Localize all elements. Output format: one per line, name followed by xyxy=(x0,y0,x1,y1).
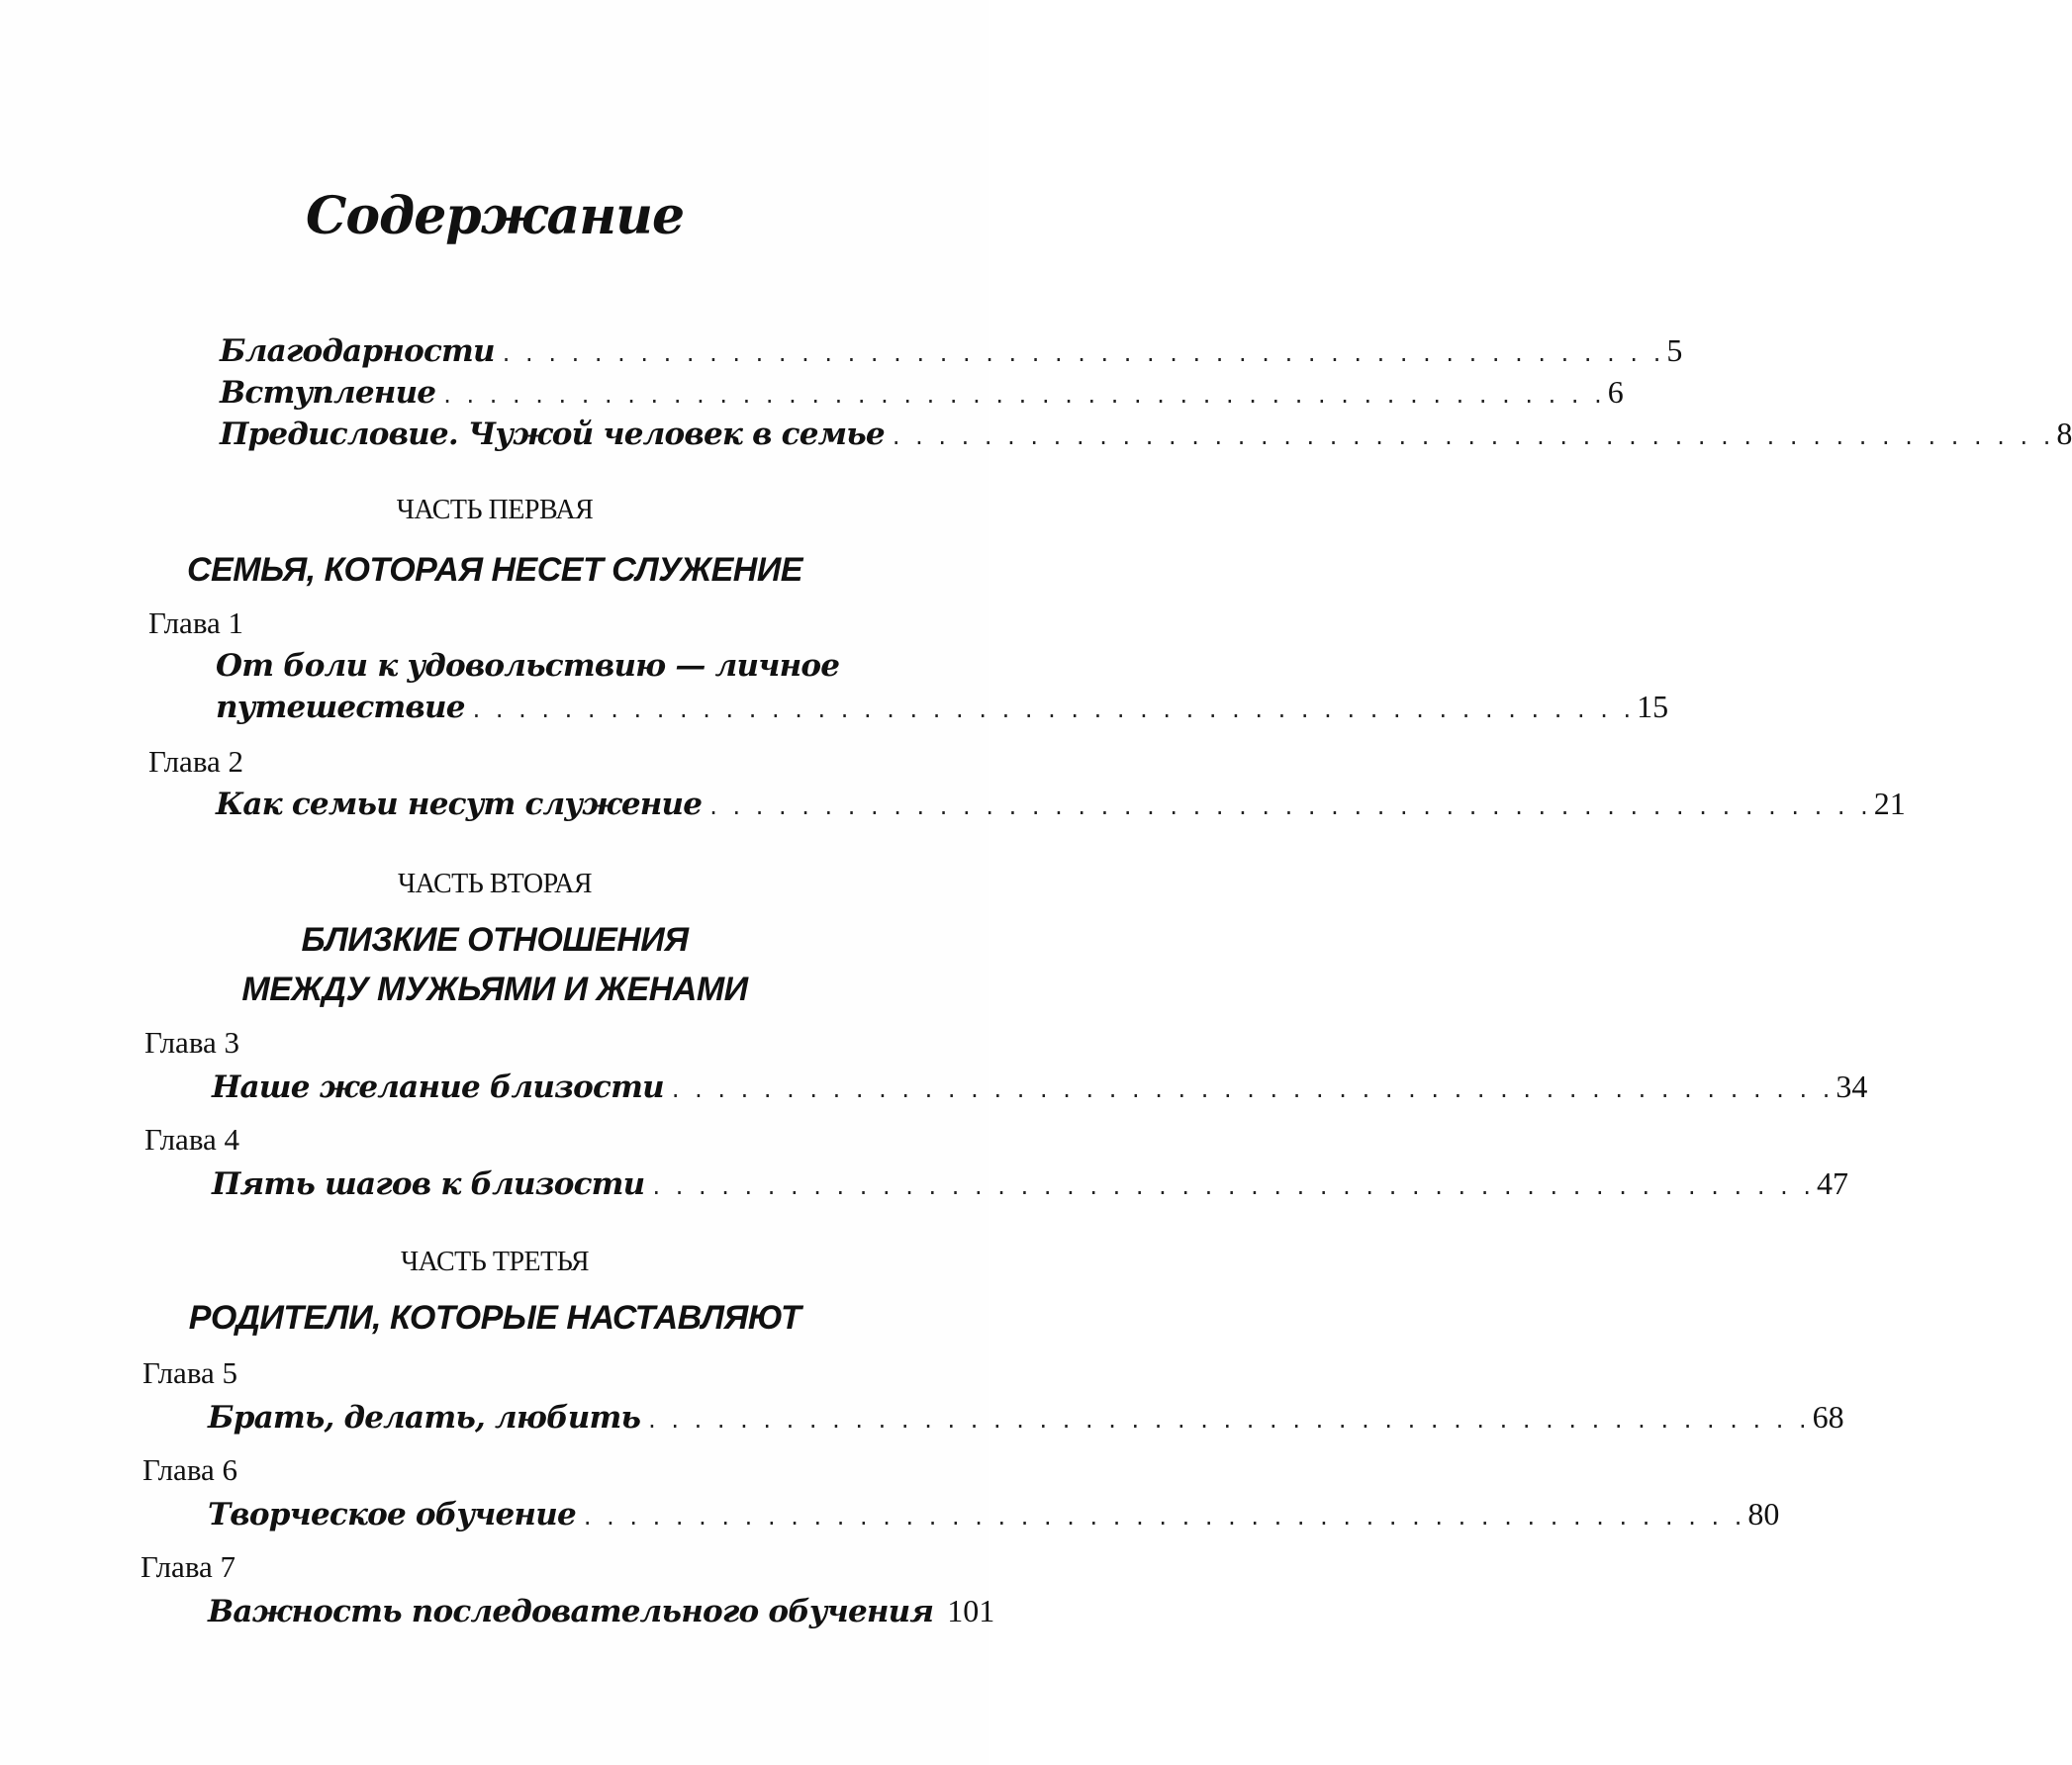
part-label: ЧАСТЬ ПЕРВАЯ xyxy=(396,495,594,525)
chapter-label: Глава 7 xyxy=(141,1549,236,1584)
leader-dots xyxy=(672,1075,1831,1103)
part-title: БЛИЗКИЕ ОТНОШЕНИЯ xyxy=(301,921,689,959)
toc-entry-chapter-7[interactable] xyxy=(208,1593,995,1636)
toc-entry-title: Пять шагов к близости xyxy=(212,1166,645,1202)
toc-entry-title: Вступление xyxy=(220,375,436,411)
toc-entry-chapter-6[interactable] xyxy=(208,1496,1780,1539)
toc-entry-page: 21 xyxy=(1873,786,1906,821)
toc-entry-title: Творческое обучение xyxy=(208,1497,576,1533)
leader-dots xyxy=(709,792,1868,820)
leader-dots xyxy=(584,1503,1742,1531)
toc-entry-introduction[interactable] xyxy=(220,374,1624,418)
toc-entry-title: Важность последовательного обучения xyxy=(208,1594,934,1629)
part-title: РОДИТЕЛИ, КОТОРЫЕ НАСТАВЛЯЮТ xyxy=(188,1299,801,1337)
toc-entry-page: 15 xyxy=(1637,689,1669,724)
part-title: СЕМЬЯ, КОТОРАЯ НЕСЕТ СЛУЖЕНИЕ xyxy=(186,551,802,589)
leader-dots xyxy=(443,381,1602,409)
toc-entry-page: 8 xyxy=(2056,416,2072,451)
part-label: ЧАСТЬ ВТОРАЯ xyxy=(397,869,593,899)
chapter-label: Глава 3 xyxy=(144,1025,240,1060)
toc-entry-page: 47 xyxy=(1816,1165,1848,1201)
toc-entry-title: путешествие xyxy=(216,690,465,725)
toc-entry-page: 68 xyxy=(1812,1399,1844,1435)
leader-dots xyxy=(893,422,2051,450)
page-title: Содержание xyxy=(305,186,685,246)
toc-entry-chapter-1[interactable] xyxy=(216,689,1669,732)
toc-entry-chapter-5[interactable] xyxy=(208,1399,1844,1442)
leader-dots xyxy=(503,339,1661,367)
toc-entry-title: Благодарности xyxy=(220,333,495,369)
toc-entry-page: 6 xyxy=(1607,374,1624,410)
toc-entry-page: 5 xyxy=(1666,332,1683,368)
chapter-label: Глава 6 xyxy=(142,1452,238,1487)
chapter-label: Глава 2 xyxy=(148,744,244,779)
chapter-title-line[interactable]: От боли к удовольствию — личное xyxy=(216,648,840,684)
toc-entry-title: Наше желание близости xyxy=(212,1069,664,1105)
toc-entry-title: Как семьи несут служение xyxy=(216,787,703,822)
toc-entry-preface[interactable] xyxy=(220,416,2072,459)
toc-entry-title: Брать, делать, любить xyxy=(208,1400,641,1436)
leader-dots xyxy=(648,1406,1807,1434)
toc-entry-chapter-4[interactable] xyxy=(212,1165,1848,1209)
leader-dots xyxy=(473,696,1632,723)
toc-entry-page: 101 xyxy=(947,1593,995,1628)
part-label: ЧАСТЬ ТРЕТЬЯ xyxy=(400,1247,590,1277)
toc-entry-chapter-2[interactable] xyxy=(216,786,1906,829)
chapter-label: Глава 1 xyxy=(148,605,244,640)
chapter-label: Глава 5 xyxy=(142,1355,238,1390)
toc-entry-title: Предисловие. Чужой человек в семье xyxy=(220,417,885,452)
toc-entry-acknowledgements[interactable] xyxy=(220,332,1683,376)
toc-entry-chapter-3[interactable] xyxy=(212,1068,1868,1112)
chapter-label: Глава 4 xyxy=(144,1122,240,1157)
part-title: МЕЖДУ МУЖЬЯМИ И ЖЕНАМИ xyxy=(241,971,748,1008)
leader-dots xyxy=(652,1172,1811,1200)
toc-entry-page: 34 xyxy=(1836,1068,1868,1104)
toc-entry-page: 80 xyxy=(1747,1496,1780,1532)
